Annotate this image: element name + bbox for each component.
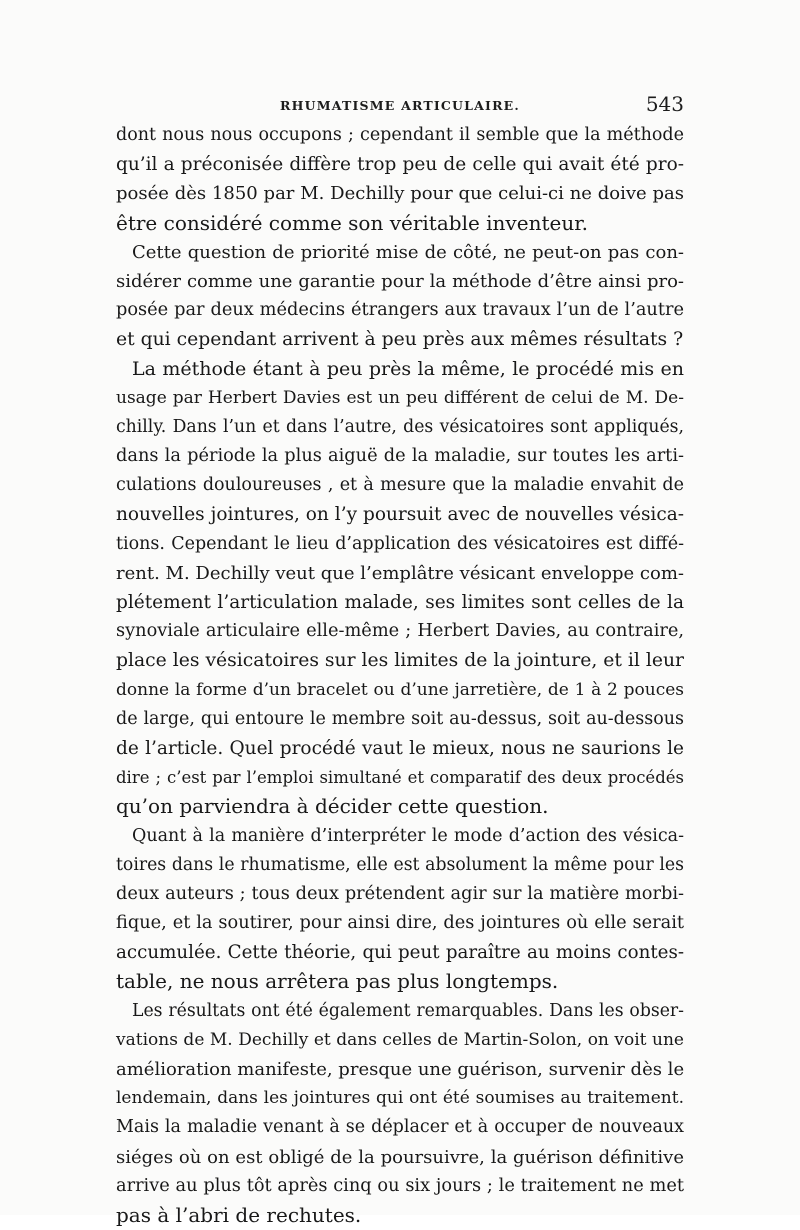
page-number: 543 xyxy=(645,92,684,116)
text-line: pas à l’abri de rechutes. xyxy=(116,1202,362,1227)
text-line: rent. M. Dechilly veut que l’emplâtre vésicant enveloppe com- xyxy=(116,562,684,584)
text-line: toires dans le rhumatisme, elle est absolument la même pour les xyxy=(116,854,684,875)
text-line: Les résultats ont été également remarquables. Dans les obser- xyxy=(132,1000,684,1021)
text-line: accumulée. Cette théorie, qui peut paraître au moins contes- xyxy=(116,942,684,964)
text-line: dont nous nous occupons ; cependant il semble que la méthode xyxy=(116,125,684,145)
text-line: arrive au plus tôt après cinq ou six jours ; le traitement ne met xyxy=(116,1175,684,1196)
text-line: posée dès 1850 par M. Dechilly pour que celui-ci ne doive pas xyxy=(116,183,684,205)
text-line: dans la période la plus aiguë de la maladie, sur toutes les arti- xyxy=(116,446,684,467)
text-line: Quant à la manière d’interpréter le mode d’action des vésica- xyxy=(132,825,684,846)
text-line: plétement l’articulation malade, ses limites sont celles de la xyxy=(116,592,684,613)
text-line: donne la forme d’un bracelet ou d’une jarretière, de 1 à 2 pouces xyxy=(116,679,684,700)
text-line: usage par Herbert Davies est un peu différent de celui de M. De- xyxy=(116,387,684,408)
body-text xyxy=(116,121,684,1230)
text-line: et qui cependant arrivent à peu près aux mêmes résultats ? xyxy=(116,329,684,351)
text-line: fique, et la soutirer, pour ainsi dire, des jointures où elle serait xyxy=(116,913,684,934)
text-line: de large, qui entoure le membre soit au-dessus, soit au-dessous xyxy=(116,708,684,729)
text-line: sidérer comme une garantie pour la méthode d’être ainsi pro- xyxy=(116,270,684,292)
text-line: siéges où on est obligé de la poursuivre, la guérison définitive xyxy=(116,1146,684,1168)
text-line: deux auteurs ; tous deux prétendent agir sur la matière morbi- xyxy=(116,883,684,904)
text-line: Mais la maladie venant à se déplacer et à occuper de nouveaux xyxy=(116,1117,684,1138)
text-line: être considéré comme son véritable inventeur. xyxy=(116,210,588,235)
text-line: culations douloureuses , et à mesure que la maladie envahit de xyxy=(116,475,684,496)
text-line: Cette question de priorité mise de côté, ne peut-on pas con- xyxy=(132,241,684,263)
text-line: table, ne nous arrêtera pas plus longtemps. xyxy=(116,969,559,994)
text-line: La méthode étant à peu près la même, le procédé mis en xyxy=(132,357,684,380)
text-line: vations de M. Dechilly et dans celles de Martin-Solon, on voit une xyxy=(116,1029,684,1050)
text-line: qu’on parviendra à décider cette question. xyxy=(116,794,549,819)
text-line: lendemain, dans les jointures qui ont été soumises au traitement. xyxy=(116,1088,684,1109)
text-line: nouvelles jointures, on l’y poursuit avec de nouvelles vésica- xyxy=(116,504,684,526)
running-head xyxy=(116,92,684,116)
text-line: de l’article. Quel procédé vaut le mieux, nous ne saurions le xyxy=(116,737,684,759)
text-line: posée par deux médecins étrangers aux travaux l’un de l’autre xyxy=(116,300,684,321)
text-line: dire ; c’est par l’emploi simultané et comparatif des deux procédés xyxy=(116,768,684,788)
text-line: tions. Cependant le lieu d’application des vésicatoires est diffé- xyxy=(116,533,684,554)
running-title: RHUMATISME ARTICULAIRE. xyxy=(280,98,520,113)
text-line: synoviale articulaire elle-même ; Herbert Davies, au contraire, xyxy=(116,621,684,642)
text-line: place les vésicatoires sur les limites de la jointure, et il leur xyxy=(116,650,684,672)
text-line: chilly. Dans l’un et dans l’autre, des vésicatoires sont appliqués, xyxy=(116,416,684,437)
text-line: amélioration manifeste, presque une guérison, survenir dès le xyxy=(116,1059,685,1080)
text-line: qu’il a préconisée diffère trop peu de celle qui avait été pro- xyxy=(116,154,684,176)
